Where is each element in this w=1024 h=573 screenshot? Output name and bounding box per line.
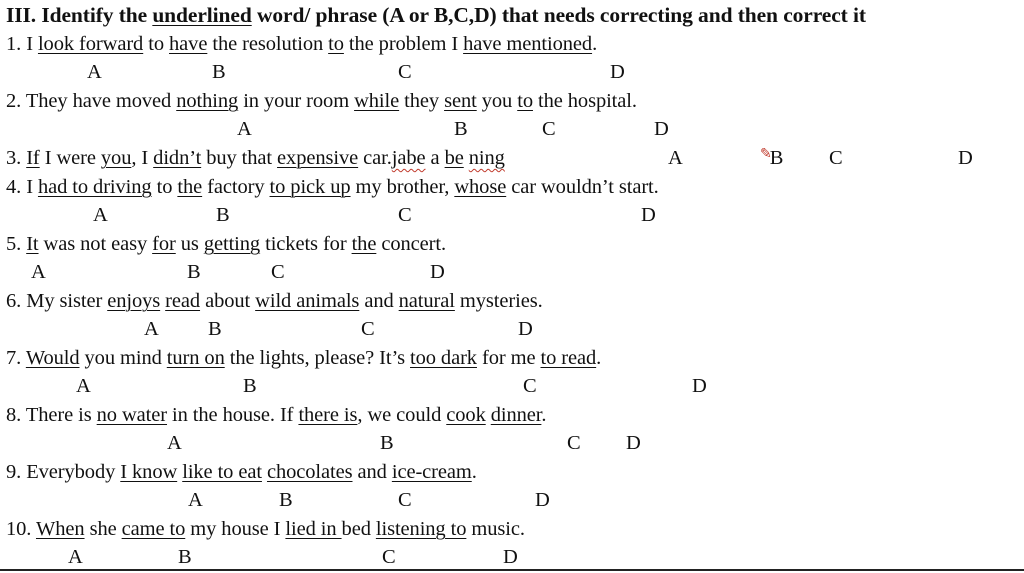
label-a: A bbox=[31, 261, 46, 283]
option-a: look forward bbox=[37, 33, 144, 55]
label-b: B bbox=[212, 61, 226, 83]
label-a: A bbox=[76, 375, 91, 397]
option-a: nothing bbox=[176, 90, 239, 112]
label-a: A bbox=[87, 61, 102, 83]
label-a: A bbox=[668, 147, 683, 169]
label-c: C bbox=[542, 118, 556, 140]
label-a: A bbox=[188, 489, 203, 511]
option-c: didn’t bbox=[153, 147, 202, 169]
question-8: 8. There is no water in the house. If there is, we could cook dinner. bbox=[6, 404, 547, 426]
label-a: A bbox=[237, 118, 252, 140]
option-c: lied in bbox=[285, 518, 342, 540]
section-title bbox=[6, 3, 866, 28]
label-b: B bbox=[279, 489, 293, 511]
option-d: ice-cream bbox=[391, 461, 472, 483]
option-a: Would bbox=[25, 347, 80, 369]
option-d: natural bbox=[398, 290, 455, 312]
option-c: to bbox=[328, 33, 344, 55]
label-c: C bbox=[361, 318, 375, 340]
label-c: C bbox=[829, 147, 843, 169]
label-a: A bbox=[144, 318, 159, 340]
pen-mark-icon: ✎ bbox=[760, 147, 772, 162]
label-d: D bbox=[610, 61, 625, 83]
spellcheck-word: ning bbox=[468, 147, 505, 169]
label-d: D bbox=[626, 432, 641, 454]
option-b: there is bbox=[298, 404, 358, 426]
label-d: D bbox=[958, 147, 973, 169]
label-c: C bbox=[398, 489, 412, 511]
option-a: no water bbox=[96, 404, 168, 426]
option-c: too dark bbox=[410, 347, 477, 369]
label-a: A bbox=[93, 204, 108, 226]
option-a: enjoys bbox=[107, 290, 161, 312]
label-b: B bbox=[243, 375, 257, 397]
option-c: cook bbox=[446, 404, 486, 426]
option-a: had to driving bbox=[37, 176, 152, 198]
option-c: chocolates bbox=[266, 461, 353, 483]
question-2: 2. They have moved nothing in your room while they sent you to the hospital. bbox=[6, 90, 637, 112]
question-9: 9. Everybody I know like to eat chocolates and ice-cream. bbox=[6, 461, 477, 483]
question-6: 6. My sister enjoys read about wild animals and natural mysteries. bbox=[6, 290, 543, 312]
underlined-word: be bbox=[444, 147, 464, 169]
label-d: D bbox=[503, 546, 518, 568]
question-5: 5. It was not easy for us getting tickets for the concert. bbox=[6, 233, 446, 255]
label-d: D bbox=[518, 318, 533, 340]
question-10: 10. When she came to my house I lied in bed listening to music. bbox=[6, 518, 525, 540]
option-c: wild animals bbox=[255, 290, 360, 312]
option-a: It bbox=[26, 233, 39, 255]
option-a: If bbox=[26, 147, 40, 169]
bottom-border-line bbox=[0, 569, 1024, 571]
option-b: you bbox=[100, 147, 132, 169]
label-d: D bbox=[641, 204, 656, 226]
label-d: D bbox=[654, 118, 669, 140]
title-underlined-word: underlined bbox=[152, 3, 252, 27]
label-c: C bbox=[398, 204, 412, 226]
option-b: have bbox=[169, 33, 208, 55]
option-b: turn on bbox=[166, 347, 225, 369]
option-d: listening to bbox=[375, 518, 467, 540]
title-text-rest: word/ phrase (A or B,C,D) that needs correcting and then correct it bbox=[251, 3, 866, 27]
option-c: to pick up bbox=[269, 176, 351, 198]
label-d: D bbox=[535, 489, 550, 511]
label-b: B bbox=[208, 318, 222, 340]
option-d: expensive bbox=[277, 147, 359, 169]
spellcheck-word: jabe bbox=[391, 147, 426, 169]
option-c: getting bbox=[203, 233, 261, 255]
option-b: for bbox=[152, 233, 176, 255]
label-b: ✎B bbox=[760, 147, 784, 169]
label-b: B bbox=[454, 118, 468, 140]
label-c: C bbox=[382, 546, 396, 568]
label-d: D bbox=[430, 261, 445, 283]
option-b: while bbox=[354, 90, 400, 112]
question-1: 1. I look forward to have the resolution to the problem I have mentioned. bbox=[6, 33, 598, 55]
label-b: B bbox=[187, 261, 201, 283]
question-4: 4. I had to driving to the factory to pick up my brother, whose car wouldn’t start. bbox=[6, 176, 659, 198]
option-d: dinner bbox=[490, 404, 542, 426]
option-b: the bbox=[177, 176, 203, 198]
option-d: to bbox=[517, 90, 533, 112]
option-d: whose bbox=[454, 176, 507, 198]
label-c: C bbox=[271, 261, 285, 283]
option-d: have mentioned bbox=[463, 33, 593, 55]
label-c: C bbox=[523, 375, 537, 397]
option-a: I know bbox=[120, 461, 178, 483]
option-c: sent bbox=[444, 90, 477, 112]
label-a: A bbox=[167, 432, 182, 454]
label-b: B bbox=[178, 546, 192, 568]
option-b: read bbox=[165, 290, 201, 312]
question-3: 3. If I were you, I didn’t buy that expensive car.jabe a be ning bbox=[6, 147, 505, 169]
option-b: like to eat bbox=[182, 461, 262, 483]
label-c: C bbox=[398, 61, 412, 83]
label-d: D bbox=[692, 375, 707, 397]
label-b: B bbox=[380, 432, 394, 454]
option-d: the bbox=[351, 233, 377, 255]
question-7: 7. Would you mind turn on the lights, please? It’s too dark for me to read. bbox=[6, 347, 602, 369]
label-b: B bbox=[216, 204, 230, 226]
title-text: III. Identify the bbox=[6, 3, 153, 27]
option-d: to read bbox=[540, 347, 597, 369]
label-c: C bbox=[567, 432, 581, 454]
label-a: A bbox=[68, 546, 83, 568]
option-b: came to bbox=[121, 518, 186, 540]
option-a: When bbox=[35, 518, 85, 540]
